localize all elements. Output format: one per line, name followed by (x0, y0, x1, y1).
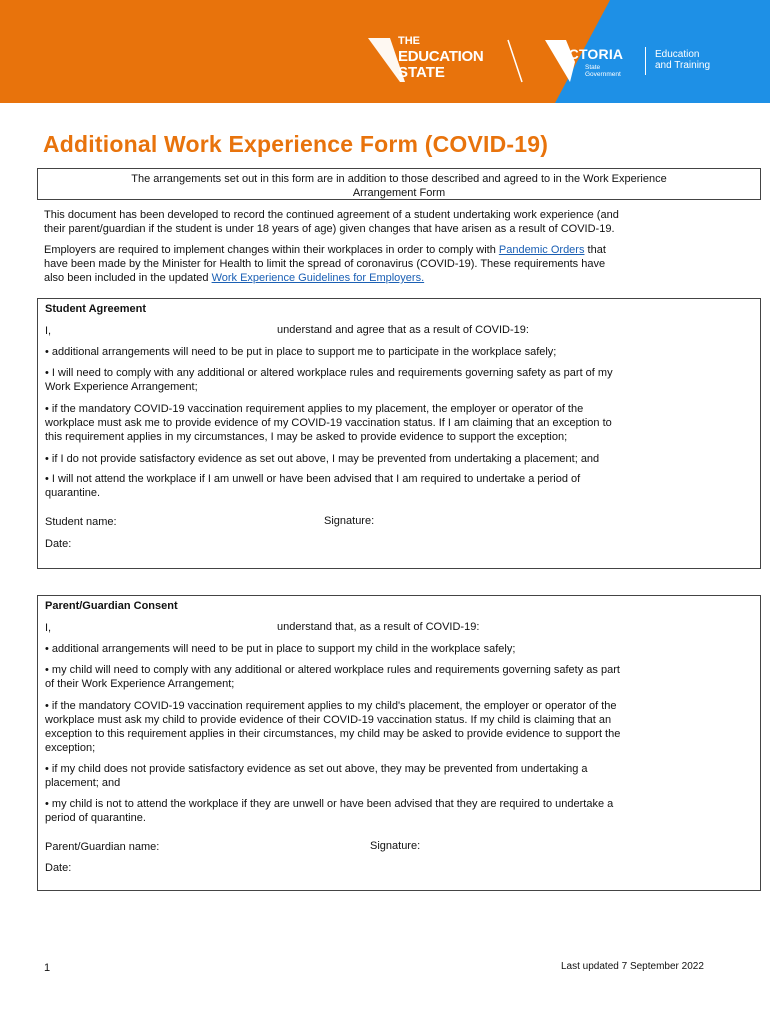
bullet-line: period of quarantine. (45, 812, 146, 824)
paragraph-text: that (584, 244, 606, 256)
student-agree-text: understand and agree that as a result of COVID-19: (277, 324, 529, 336)
parent-signature-label: Signature: (370, 840, 421, 852)
paragraph-line: their parent/guardian if the student is under 18 years of age) given changes that have arisen as a result of COVID-19. (44, 223, 615, 235)
bullet-line: workplace must ask my child to provide evidence of their COVID-19 vaccination status. If my child is claiming that an (45, 714, 612, 726)
parent-bullet-3 (45, 699, 620, 755)
victoria-logo-text: VICTORIA (555, 46, 624, 62)
last-updated-text: Last updated 7 September 2022 (561, 961, 704, 972)
parent-bullet-2 (45, 663, 620, 691)
education-state-logo (368, 36, 518, 84)
guidelines-link[interactable]: Work Experience Guidelines for Employers. (211, 272, 425, 284)
bullet-line: placement; and (45, 777, 121, 789)
department-line-1: Education (655, 49, 700, 60)
bullet-line: • if the mandatory COVID-19 vaccination requirement applies to my child's placement, the employer or operator of the (45, 700, 617, 712)
student-bullet-5 (45, 472, 580, 500)
parent-bullet-4 (45, 762, 588, 790)
logo-text-the: THE (398, 35, 420, 47)
paragraph-line (44, 243, 744, 257)
paragraph-text: also been included in the updated (44, 272, 212, 284)
bullet-line: Work Experience Arrangement; (45, 381, 198, 393)
parent-date-label: Date: (45, 862, 72, 874)
intro-line-1: The arrangements set out in this form are in addition to those described and agreed to in the Work Experience (131, 173, 667, 185)
pandemic-orders-link[interactable]: Pandemic Orders (498, 244, 585, 256)
parent-i-label: I, (45, 622, 52, 634)
bullet-line: exception; (45, 742, 96, 754)
header-banner (0, 0, 770, 103)
parent-bullet-5 (45, 797, 613, 825)
page-number: 1 (44, 962, 51, 974)
student-bullet-1: • additional arrangements will need to be put in place to support me to participate in the workplace safely; (45, 346, 557, 358)
student-bullet-3 (45, 402, 612, 444)
paragraph-line (44, 271, 744, 285)
student-bullet-2 (45, 366, 613, 394)
bullet-line: • my child is not to attend the workplace if they are unwell or have been advised that they are required to undertake a (45, 798, 614, 810)
intro-line-2: Arrangement Form (352, 187, 446, 199)
paragraph-line: This document has been developed to record the continued agreement of a student undertaking work experience (and (44, 209, 619, 221)
bullet-line: exception to this requirement applies in their circumstances, my child may be asked to provide evidence to support the (45, 728, 621, 740)
parent-agree-text: understand that, as a result of COVID-19: (277, 621, 480, 633)
paragraph-line: have been made by the Minister for Health to limit the spread of coronavirus (COVID-19). These requirements have (44, 258, 606, 270)
student-i-label: I, (45, 325, 52, 337)
bullet-line: • if my child does not provide satisfactory evidence as set out above, they may be prevented from undertaking a (45, 763, 588, 775)
logo-text-state: STATE (398, 64, 445, 81)
department-line-2: and Training (655, 60, 711, 71)
bullet-line: • I will need to comply with any additional or altered workplace rules and requirements governing safety as part of my (45, 367, 613, 379)
bullet-line: • my child will need to comply with any additional or altered workplace rules and requirements governing safety as part (45, 664, 620, 676)
intro-box (37, 168, 761, 200)
logo-divider (645, 47, 646, 75)
parent-consent-section (37, 595, 761, 891)
bullet-line: • I will not attend the workplace if I am unwell or have been advised that I am required to undertake a period of (45, 473, 581, 485)
student-name-label: Student name: (45, 516, 117, 528)
intro-paragraph-2 (44, 243, 744, 285)
bullet-line: quarantine. (45, 487, 101, 499)
paragraph-text: Employers are required to implement changes within their workplaces in order to comply with (44, 244, 499, 256)
bullet-line: this requirement applies in my circumstances, I may be asked to provide evidence to support the exception; (45, 431, 568, 443)
parent-bullet-1: • additional arrangements will need to be put in place to support my child in the workplace safely; (45, 643, 516, 655)
bullet-line: workplace must ask me to provide evidence of my COVID-19 vaccination status. If I am claiming that an exception to (45, 417, 612, 429)
parent-consent-heading: Parent/Guardian Consent (45, 600, 178, 612)
logo-text-education: EDUCATION (398, 48, 484, 65)
intro-paragraph-1 (44, 208, 744, 236)
page-title: Additional Work Experience Form (COVID-19) (43, 131, 549, 157)
victoria-government-text: Government (585, 71, 621, 78)
student-date-label: Date: (45, 538, 72, 550)
student-signature-label: Signature: (324, 515, 375, 527)
bullet-line: of their Work Experience Arrangement; (45, 678, 235, 690)
student-agreement-heading: Student Agreement (45, 303, 147, 315)
victoria-state-text: State (585, 64, 601, 71)
student-agreement-section (37, 298, 761, 569)
bullet-line: • if the mandatory COVID-19 vaccination requirement applies to my placement, the employer or operator of the (45, 403, 584, 415)
student-bullet-4: • if I do not provide satisfactory evidence as set out above, I may be prevented from undertaking a placement; and (45, 453, 600, 465)
parent-name-label: Parent/Guardian name: (45, 841, 160, 853)
